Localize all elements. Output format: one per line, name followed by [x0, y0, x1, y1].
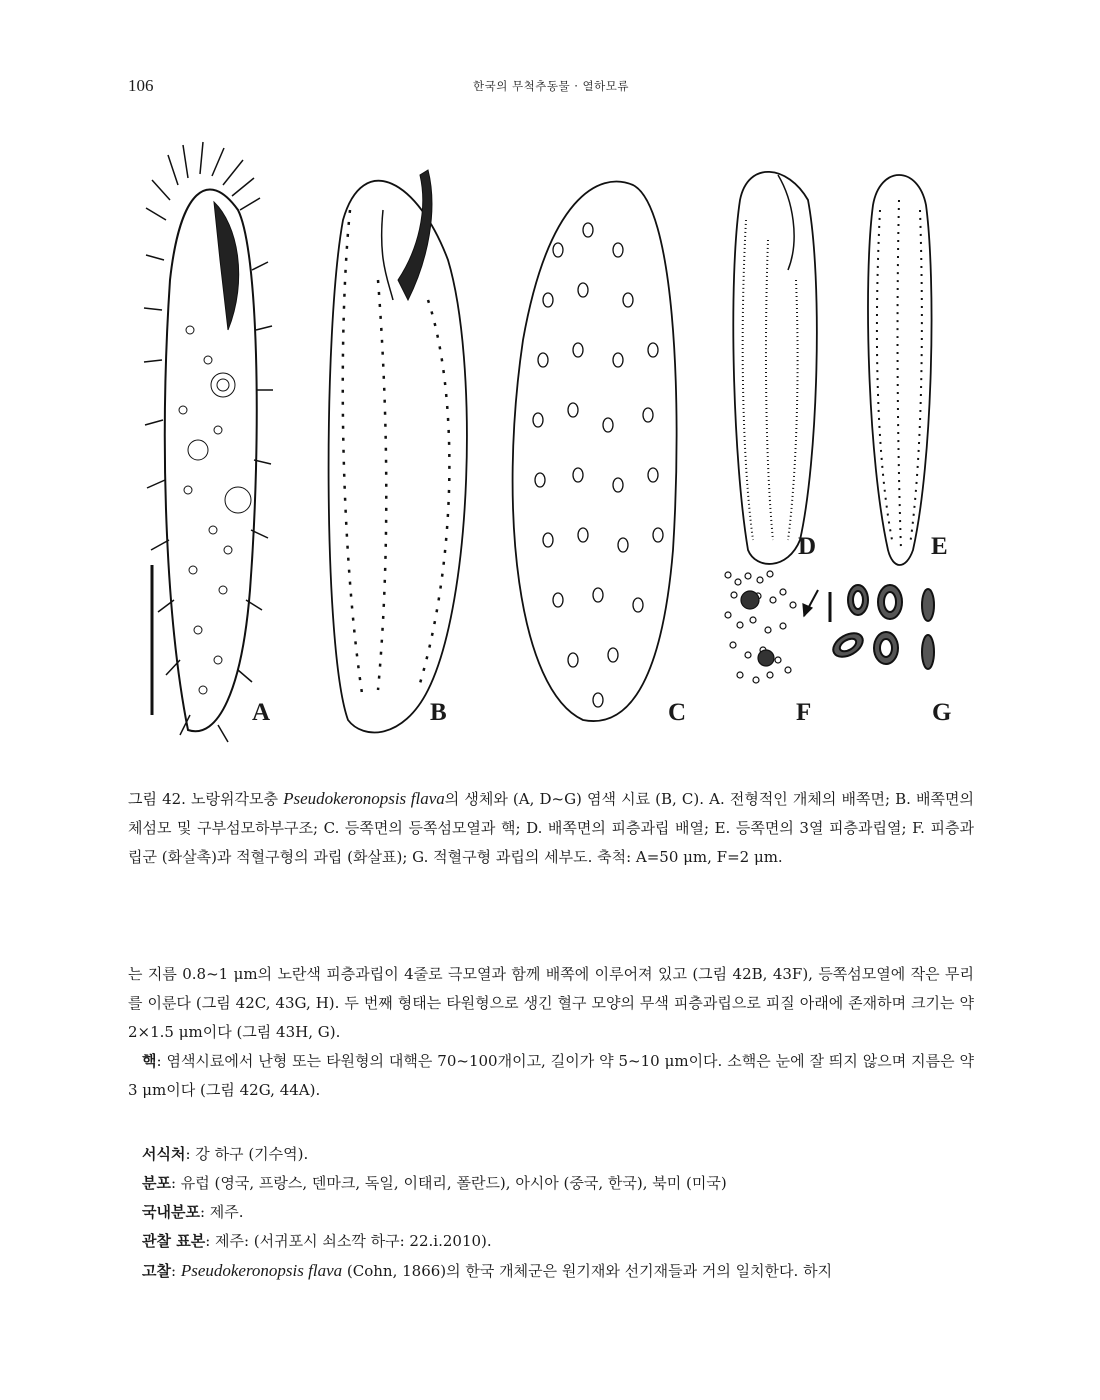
habitat-label: 서식처: [142, 1145, 186, 1163]
figure-plate: [128, 130, 974, 750]
caption-text: 의 생체와 (A, D~G) 염색 시료 (B, C). A. 전형적인 개체의 배쪽면; B. 배쪽면의 체섬모 및 구부섬모하부구조; C. 등쪽면의 등쪽섬모열과 핵; D. 배쪽면의 피층과립 배열; E. 등쪽면의 3열 피층과립열; F. 피층과립군 (화살촉)과 적혈구형의 과립 (화살표); G. 적혈구형 과립의 세부도. 축척: A=50 μm, F=2 μm.: [128, 790, 974, 866]
body-paragraph-1: 는 지름 0.8~1 μm의 노란색 피층과립이 4줄로 극모열과 함께 배쪽에 이루어져 있고 (그림 42B, 43F), 등쪽섬모열에 작은 무리를 이룬다 (그림 42C, 43G, H). 두 번째 형태는 타원형으로 생긴 혈구 모양의 무색 피층과립으로 피질 아래에 존재하며 크기는 약 2×1.5 μm이다 (그림 43H, G).: [128, 965, 974, 1041]
remarks-species: Pseudokeronopsis flava: [180, 1261, 343, 1280]
drawing-a: [144, 142, 273, 742]
caption-species: Pseudokeronopsis flava: [283, 789, 445, 808]
drawing-e: [868, 175, 932, 565]
domestic-row: [142, 1198, 974, 1227]
distribution-label: 분포: [142, 1174, 171, 1192]
specimen-value: : 제주: (서귀포시 쇠소깍 하구: 22.i.2010).: [205, 1232, 492, 1250]
panel-label-d: D: [798, 533, 817, 560]
habitat-row: [142, 1140, 974, 1169]
remarks-label: 고찰: [142, 1262, 171, 1280]
drawing-d: [733, 172, 817, 564]
nucleus-text: : 염색시료에서 난형 또는 타원형의 대핵은 70~100개이고, 길이가 약 5~10 μm이다. 소핵은 눈에 잘 띄지 않으며 지름은 약 3 μm이다 (그림 42G, 44A).: [128, 1052, 974, 1099]
specimen-row: [142, 1227, 974, 1256]
body-text: [128, 960, 974, 1105]
species-fields: [142, 1140, 974, 1286]
ciliate-illustrations: [128, 130, 974, 750]
panel-label-f: F: [796, 699, 812, 726]
drawing-f: [725, 571, 818, 683]
domestic-label: 국내분포: [142, 1203, 200, 1221]
page-header: [128, 76, 974, 98]
page-number: 106: [128, 76, 154, 95]
body-paragraph-nucleus: [128, 1047, 974, 1105]
domestic-value: : 제주.: [199, 1203, 244, 1221]
remarks-text: (Cohn, 1866)의 한국 개체군은 원기재와 선기재들과 거의 일치한다. 하지: [342, 1262, 833, 1280]
drawing-g: [829, 585, 934, 669]
nucleus-label: 핵: [142, 1052, 157, 1070]
panel-label-g: G: [932, 699, 952, 726]
running-head: 한국의 무척추동물 · 열하모류: [473, 79, 629, 93]
panel-label-c: C: [668, 699, 687, 726]
distribution-value: : 유럽 (영국, 프랑스, 덴마크, 독일, 이태리, 폴란드), 아시아 (중국, 한국), 북미 (미국): [170, 1174, 727, 1192]
drawing-c: [513, 182, 677, 722]
habitat-value: : 강 하구 (기수역).: [185, 1145, 309, 1163]
panel-label-b: B: [430, 699, 447, 726]
figure-caption: [128, 784, 974, 872]
distribution-row: [142, 1169, 974, 1198]
panel-label-a: A: [252, 699, 271, 726]
caption-prefix: 그림 42. 노랑위각모충: [128, 790, 284, 808]
remarks-row: 고찰: Pseudokeronopsis flava (Cohn, 1866)의 한국 개체군은 원기재와 선기재들과 거의 일치한다. 하지: [142, 1261, 833, 1280]
drawing-b: [329, 170, 467, 732]
panel-label-e: E: [931, 533, 948, 560]
specimen-label: 관찰 표본: [142, 1232, 206, 1250]
